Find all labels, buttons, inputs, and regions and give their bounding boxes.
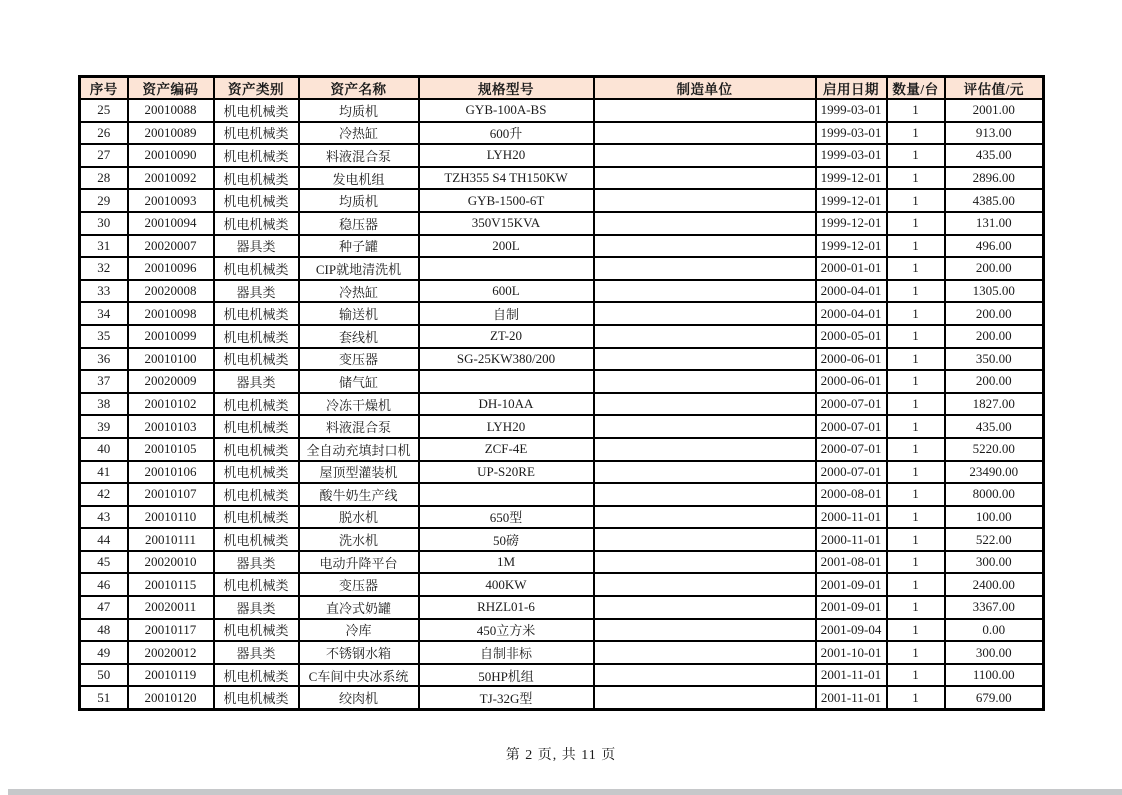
cell-index: 51 — [80, 686, 128, 709]
cell-assessed-value: 350.00 — [945, 348, 1044, 371]
cell-spec-model: ZCF-4E — [419, 438, 594, 461]
cell-spec-model: 600L — [419, 280, 594, 303]
cell-manufacturer — [594, 415, 816, 438]
cell-manufacturer — [594, 596, 816, 619]
cell-asset-name: 种子罐 — [299, 235, 419, 258]
cell-start-date: 2000-07-01 — [816, 393, 887, 416]
cell-assessed-value: 496.00 — [945, 235, 1044, 258]
cell-index: 49 — [80, 641, 128, 664]
cell-quantity: 1 — [887, 415, 945, 438]
cell-asset-category: 机电机械类 — [214, 528, 299, 551]
cell-assessed-value: 200.00 — [945, 325, 1044, 348]
cell-assessed-value: 23490.00 — [945, 461, 1044, 484]
cell-asset-code: 20020011 — [128, 596, 214, 619]
horizontal-scrollbar-track[interactable] — [8, 789, 1122, 795]
cell-asset-name: 洗水机 — [299, 528, 419, 551]
cell-asset-category: 机电机械类 — [214, 257, 299, 280]
cell-asset-name: 绞肉机 — [299, 686, 419, 709]
cell-assessed-value: 2400.00 — [945, 573, 1044, 596]
cell-asset-name: 脱水机 — [299, 506, 419, 529]
table-row — [80, 302, 1044, 325]
cell-assessed-value: 2896.00 — [945, 167, 1044, 190]
cell-asset-name: 料液混合泵 — [299, 144, 419, 167]
cell-quantity: 1 — [887, 167, 945, 190]
column-header-manufacturer: 制造单位 — [594, 77, 816, 100]
cell-asset-category: 机电机械类 — [214, 325, 299, 348]
cell-quantity: 1 — [887, 483, 945, 506]
cell-asset-code: 20010115 — [128, 573, 214, 596]
cell-asset-code: 20010106 — [128, 461, 214, 484]
cell-start-date: 2000-06-01 — [816, 348, 887, 371]
cell-manufacturer — [594, 370, 816, 393]
cell-index: 29 — [80, 189, 128, 212]
cell-start-date: 2001-11-01 — [816, 664, 887, 687]
cell-asset-name: 屋顶型灌装机 — [299, 461, 419, 484]
cell-start-date: 1999-03-01 — [816, 122, 887, 145]
cell-manufacturer — [594, 235, 816, 258]
cell-manufacturer — [594, 144, 816, 167]
cell-asset-category: 器具类 — [214, 596, 299, 619]
cell-quantity: 1 — [887, 461, 945, 484]
cell-asset-category: 机电机械类 — [214, 348, 299, 371]
table-row — [80, 664, 1044, 687]
cell-manufacturer — [594, 506, 816, 529]
table-row — [80, 551, 1044, 574]
cell-start-date: 1999-12-01 — [816, 235, 887, 258]
cell-spec-model: GYB-1500-6T — [419, 189, 594, 212]
column-header-index: 序号 — [80, 77, 128, 100]
cell-assessed-value: 1305.00 — [945, 280, 1044, 303]
cell-spec-model — [419, 483, 594, 506]
table-row — [80, 348, 1044, 371]
cell-manufacturer — [594, 280, 816, 303]
cell-asset-category: 机电机械类 — [214, 212, 299, 235]
cell-quantity: 1 — [887, 573, 945, 596]
cell-asset-name: C车间中央冰系统 — [299, 664, 419, 687]
cell-manufacturer — [594, 325, 816, 348]
table-row — [80, 528, 1044, 551]
cell-start-date: 2000-04-01 — [816, 302, 887, 325]
cell-start-date: 2001-09-01 — [816, 596, 887, 619]
cell-quantity: 1 — [887, 280, 945, 303]
table-row — [80, 506, 1044, 529]
cell-spec-model: LYH20 — [419, 144, 594, 167]
cell-spec-model: 650型 — [419, 506, 594, 529]
cell-asset-name: 变压器 — [299, 348, 419, 371]
cell-spec-model: 450立方米 — [419, 619, 594, 642]
table-row — [80, 235, 1044, 258]
cell-asset-code: 20010103 — [128, 415, 214, 438]
cell-start-date: 1999-12-01 — [816, 189, 887, 212]
cell-spec-model: DH-10AA — [419, 393, 594, 416]
column-header-asset-category: 资产类别 — [214, 77, 299, 100]
cell-asset-code: 20020012 — [128, 641, 214, 664]
cell-spec-model — [419, 257, 594, 280]
cell-asset-code: 20010092 — [128, 167, 214, 190]
cell-asset-name: 冷冻干燥机 — [299, 393, 419, 416]
cell-start-date: 2001-10-01 — [816, 641, 887, 664]
cell-asset-category: 器具类 — [214, 235, 299, 258]
cell-asset-code: 20010089 — [128, 122, 214, 145]
cell-spec-model: TJ-32G型 — [419, 686, 594, 709]
cell-asset-code: 20010094 — [128, 212, 214, 235]
cell-assessed-value: 5220.00 — [945, 438, 1044, 461]
cell-asset-code: 20010099 — [128, 325, 214, 348]
cell-quantity: 1 — [887, 619, 945, 642]
cell-assessed-value: 435.00 — [945, 144, 1044, 167]
cell-asset-category: 机电机械类 — [214, 393, 299, 416]
cell-asset-name: 稳压器 — [299, 212, 419, 235]
table-body — [80, 99, 1044, 710]
cell-index: 33 — [80, 280, 128, 303]
cell-manufacturer — [594, 528, 816, 551]
cell-assessed-value: 200.00 — [945, 302, 1044, 325]
cell-quantity: 1 — [887, 370, 945, 393]
table-row — [80, 257, 1044, 280]
cell-start-date: 2001-08-01 — [816, 551, 887, 574]
cell-asset-name: 直冷式奶罐 — [299, 596, 419, 619]
cell-spec-model: TZH355 S4 TH150KW — [419, 167, 594, 190]
cell-assessed-value: 200.00 — [945, 257, 1044, 280]
column-header-asset-code: 资产编码 — [128, 77, 214, 100]
cell-assessed-value: 8000.00 — [945, 483, 1044, 506]
table-row — [80, 686, 1044, 709]
cell-quantity: 1 — [887, 348, 945, 371]
cell-index: 46 — [80, 573, 128, 596]
cell-asset-category: 器具类 — [214, 370, 299, 393]
cell-index: 48 — [80, 619, 128, 642]
cell-index: 39 — [80, 415, 128, 438]
cell-start-date: 2000-05-01 — [816, 325, 887, 348]
cell-asset-code: 20010105 — [128, 438, 214, 461]
table-row — [80, 619, 1044, 642]
table-row — [80, 280, 1044, 303]
cell-asset-name: 电动升降平台 — [299, 551, 419, 574]
cell-assessed-value: 131.00 — [945, 212, 1044, 235]
cell-spec-model: 自制 — [419, 302, 594, 325]
cell-asset-code: 20020010 — [128, 551, 214, 574]
cell-asset-code: 20010100 — [128, 348, 214, 371]
cell-manufacturer — [594, 483, 816, 506]
table-row — [80, 438, 1044, 461]
table-row — [80, 99, 1044, 122]
cell-quantity: 1 — [887, 528, 945, 551]
cell-index: 32 — [80, 257, 128, 280]
cell-quantity: 1 — [887, 189, 945, 212]
cell-asset-code: 20020009 — [128, 370, 214, 393]
cell-quantity: 1 — [887, 235, 945, 258]
cell-manufacturer — [594, 257, 816, 280]
cell-asset-category: 机电机械类 — [214, 573, 299, 596]
asset-list-table — [78, 75, 1045, 711]
cell-asset-code: 20010090 — [128, 144, 214, 167]
cell-manufacturer — [594, 302, 816, 325]
cell-manufacturer — [594, 122, 816, 145]
column-header-quantity: 数量/台 — [887, 77, 945, 100]
cell-index: 44 — [80, 528, 128, 551]
table-row — [80, 212, 1044, 235]
table-row — [80, 641, 1044, 664]
cell-assessed-value: 913.00 — [945, 122, 1044, 145]
cell-quantity: 1 — [887, 596, 945, 619]
cell-quantity: 1 — [887, 144, 945, 167]
cell-asset-category: 机电机械类 — [214, 167, 299, 190]
cell-spec-model: 200L — [419, 235, 594, 258]
cell-index: 41 — [80, 461, 128, 484]
cell-index: 35 — [80, 325, 128, 348]
cell-assessed-value: 4385.00 — [945, 189, 1044, 212]
cell-manufacturer — [594, 664, 816, 687]
cell-quantity: 1 — [887, 99, 945, 122]
cell-asset-category: 器具类 — [214, 280, 299, 303]
cell-assessed-value: 1100.00 — [945, 664, 1044, 687]
cell-asset-name: CIP就地清洗机 — [299, 257, 419, 280]
cell-asset-category: 机电机械类 — [214, 122, 299, 145]
cell-start-date: 2001-09-04 — [816, 619, 887, 642]
cell-asset-name: 全自动充填封口机 — [299, 438, 419, 461]
cell-assessed-value: 300.00 — [945, 551, 1044, 574]
cell-asset-category: 机电机械类 — [214, 99, 299, 122]
table-row — [80, 167, 1044, 190]
cell-assessed-value: 100.00 — [945, 506, 1044, 529]
cell-assessed-value: 300.00 — [945, 641, 1044, 664]
cell-asset-name: 均质机 — [299, 189, 419, 212]
cell-assessed-value: 522.00 — [945, 528, 1044, 551]
cell-index: 31 — [80, 235, 128, 258]
cell-spec-model: LYH20 — [419, 415, 594, 438]
cell-assessed-value: 0.00 — [945, 619, 1044, 642]
cell-index: 27 — [80, 144, 128, 167]
cell-manufacturer — [594, 438, 816, 461]
cell-asset-category: 机电机械类 — [214, 483, 299, 506]
cell-start-date: 2000-07-01 — [816, 461, 887, 484]
cell-spec-model: SG-25KW380/200 — [419, 348, 594, 371]
cell-index: 42 — [80, 483, 128, 506]
cell-spec-model: 50磅 — [419, 528, 594, 551]
cell-asset-name: 冷热缸 — [299, 122, 419, 145]
table-header-row — [80, 77, 1044, 100]
cell-manufacturer — [594, 641, 816, 664]
cell-spec-model: ZT-20 — [419, 325, 594, 348]
cell-spec-model: UP-S20RE — [419, 461, 594, 484]
column-header-spec-model: 规格型号 — [419, 77, 594, 100]
cell-quantity: 1 — [887, 551, 945, 574]
cell-start-date: 2000-07-01 — [816, 438, 887, 461]
cell-asset-code: 20010098 — [128, 302, 214, 325]
cell-start-date: 1999-12-01 — [816, 167, 887, 190]
cell-assessed-value: 435.00 — [945, 415, 1044, 438]
table-row — [80, 393, 1044, 416]
cell-asset-name: 变压器 — [299, 573, 419, 596]
cell-index: 34 — [80, 302, 128, 325]
cell-asset-code: 20010093 — [128, 189, 214, 212]
cell-index: 25 — [80, 99, 128, 122]
cell-asset-category: 机电机械类 — [214, 461, 299, 484]
cell-manufacturer — [594, 99, 816, 122]
cell-asset-code: 20020007 — [128, 235, 214, 258]
cell-manufacturer — [594, 393, 816, 416]
cell-asset-name: 料液混合泵 — [299, 415, 419, 438]
table-row — [80, 370, 1044, 393]
cell-quantity: 1 — [887, 438, 945, 461]
cell-start-date: 2000-07-01 — [816, 415, 887, 438]
cell-quantity: 1 — [887, 506, 945, 529]
cell-asset-category: 机电机械类 — [214, 438, 299, 461]
cell-start-date: 2000-11-01 — [816, 506, 887, 529]
column-header-start-date: 启用日期 — [816, 77, 887, 100]
cell-asset-code: 20010102 — [128, 393, 214, 416]
cell-manufacturer — [594, 686, 816, 709]
cell-asset-code: 20010096 — [128, 257, 214, 280]
table-row — [80, 573, 1044, 596]
cell-asset-category: 机电机械类 — [214, 686, 299, 709]
cell-asset-category: 机电机械类 — [214, 506, 299, 529]
cell-quantity: 1 — [887, 393, 945, 416]
cell-asset-name: 酸牛奶生产线 — [299, 483, 419, 506]
cell-asset-category: 器具类 — [214, 551, 299, 574]
cell-spec-model: RHZL01-6 — [419, 596, 594, 619]
cell-index: 45 — [80, 551, 128, 574]
cell-asset-code: 20010107 — [128, 483, 214, 506]
cell-assessed-value: 679.00 — [945, 686, 1044, 709]
cell-start-date: 2001-09-01 — [816, 573, 887, 596]
cell-manufacturer — [594, 189, 816, 212]
cell-quantity: 1 — [887, 122, 945, 145]
cell-asset-name: 发电机组 — [299, 167, 419, 190]
cell-start-date: 1999-03-01 — [816, 99, 887, 122]
cell-index: 50 — [80, 664, 128, 687]
cell-quantity: 1 — [887, 325, 945, 348]
cell-asset-code: 20020008 — [128, 280, 214, 303]
cell-index: 38 — [80, 393, 128, 416]
cell-asset-code: 20010110 — [128, 506, 214, 529]
table-row — [80, 596, 1044, 619]
cell-spec-model: GYB-100A-BS — [419, 99, 594, 122]
column-header-asset-name: 资产名称 — [299, 77, 419, 100]
cell-start-date: 2000-01-01 — [816, 257, 887, 280]
cell-start-date: 2001-11-01 — [816, 686, 887, 709]
table-row — [80, 144, 1044, 167]
cell-index: 37 — [80, 370, 128, 393]
cell-index: 26 — [80, 122, 128, 145]
cell-asset-name: 冷热缸 — [299, 280, 419, 303]
cell-spec-model — [419, 370, 594, 393]
cell-manufacturer — [594, 167, 816, 190]
cell-start-date: 2000-06-01 — [816, 370, 887, 393]
cell-index: 47 — [80, 596, 128, 619]
cell-asset-name: 套线机 — [299, 325, 419, 348]
cell-asset-category: 器具类 — [214, 641, 299, 664]
cell-index: 36 — [80, 348, 128, 371]
cell-index: 30 — [80, 212, 128, 235]
cell-start-date: 2000-04-01 — [816, 280, 887, 303]
cell-spec-model: 400KW — [419, 573, 594, 596]
cell-index: 28 — [80, 167, 128, 190]
cell-assessed-value: 1827.00 — [945, 393, 1044, 416]
cell-asset-category: 机电机械类 — [214, 144, 299, 167]
cell-spec-model: 50HP机组 — [419, 664, 594, 687]
cell-manufacturer — [594, 619, 816, 642]
cell-asset-category: 机电机械类 — [214, 664, 299, 687]
cell-asset-code: 20010120 — [128, 686, 214, 709]
cell-asset-code: 20010119 — [128, 664, 214, 687]
cell-start-date: 1999-03-01 — [816, 144, 887, 167]
table-row — [80, 189, 1044, 212]
cell-index: 43 — [80, 506, 128, 529]
cell-asset-code: 20010088 — [128, 99, 214, 122]
cell-index: 40 — [80, 438, 128, 461]
cell-quantity: 1 — [887, 664, 945, 687]
cell-asset-category: 机电机械类 — [214, 619, 299, 642]
table-row — [80, 122, 1044, 145]
cell-assessed-value: 3367.00 — [945, 596, 1044, 619]
cell-spec-model: 350V15KVA — [419, 212, 594, 235]
cell-quantity: 1 — [887, 212, 945, 235]
cell-asset-code: 20010117 — [128, 619, 214, 642]
cell-asset-name: 均质机 — [299, 99, 419, 122]
cell-asset-name: 输送机 — [299, 302, 419, 325]
cell-start-date: 2000-11-01 — [816, 528, 887, 551]
cell-manufacturer — [594, 461, 816, 484]
cell-quantity: 1 — [887, 641, 945, 664]
table-row — [80, 483, 1044, 506]
cell-start-date: 2000-08-01 — [816, 483, 887, 506]
cell-asset-code: 20010111 — [128, 528, 214, 551]
cell-asset-category: 机电机械类 — [214, 302, 299, 325]
cell-quantity: 1 — [887, 302, 945, 325]
cell-assessed-value: 2001.00 — [945, 99, 1044, 122]
cell-manufacturer — [594, 573, 816, 596]
cell-asset-name: 冷库 — [299, 619, 419, 642]
table-row — [80, 461, 1044, 484]
cell-manufacturer — [594, 348, 816, 371]
cell-asset-category: 机电机械类 — [214, 415, 299, 438]
cell-asset-name: 不锈钢水箱 — [299, 641, 419, 664]
cell-spec-model: 600升 — [419, 122, 594, 145]
cell-spec-model: 1M — [419, 551, 594, 574]
column-header-assessed-value: 评估值/元 — [945, 77, 1044, 100]
cell-spec-model: 自制非标 — [419, 641, 594, 664]
cell-asset-category: 机电机械类 — [214, 189, 299, 212]
cell-start-date: 1999-12-01 — [816, 212, 887, 235]
table-row — [80, 325, 1044, 348]
cell-asset-name: 储气缸 — [299, 370, 419, 393]
cell-quantity: 1 — [887, 686, 945, 709]
cell-manufacturer — [594, 551, 816, 574]
cell-assessed-value: 200.00 — [945, 370, 1044, 393]
cell-quantity: 1 — [887, 257, 945, 280]
page-number-footer: 第 2 页, 共 11 页 — [505, 748, 617, 763]
cell-manufacturer — [594, 212, 816, 235]
table-row — [80, 415, 1044, 438]
